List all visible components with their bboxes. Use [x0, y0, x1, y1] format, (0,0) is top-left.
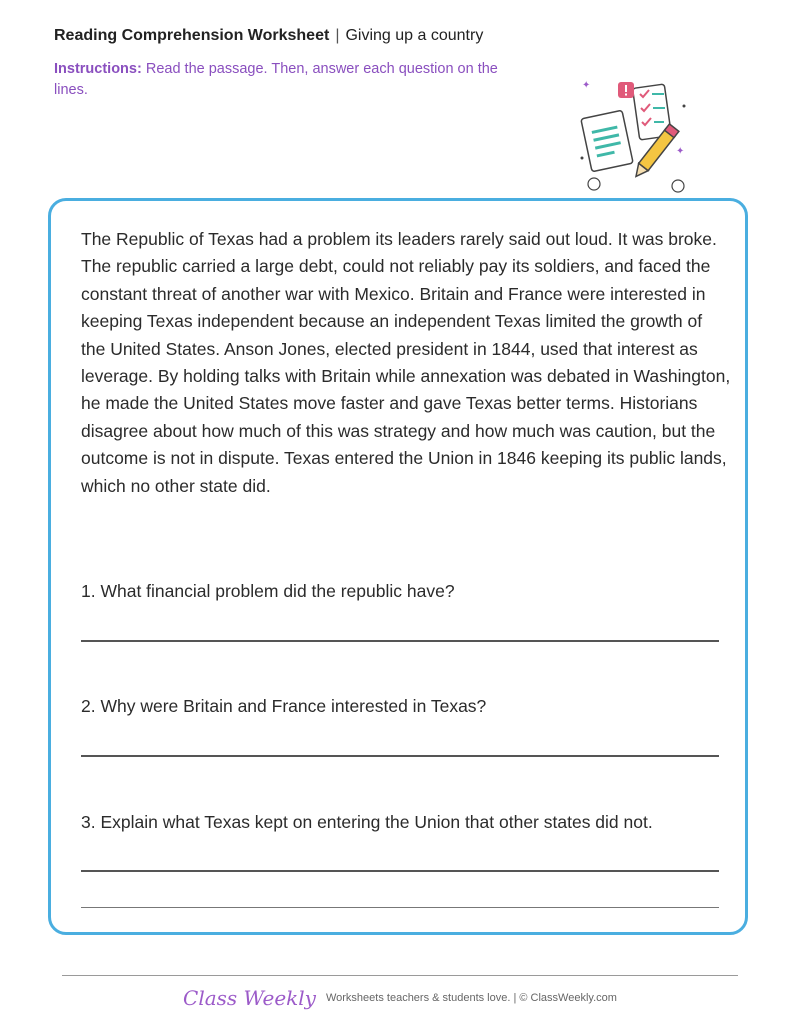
footer — [0, 986, 800, 1010]
answer-line-3b[interactable] — [81, 907, 719, 908]
answer-line-2[interactable] — [81, 755, 719, 757]
instructions-text: Read the passage. Then, answer each question on the lines. — [54, 61, 498, 98]
question-2: 2. Why were Britain and France interested in Texas? — [81, 696, 487, 716]
instructions — [54, 59, 514, 101]
question-3: 3. Explain what Texas kept on entering the Union that other states did not. — [81, 812, 653, 832]
footer-tagline: Worksheets teachers & students love. | © ClassWeekly.com — [325, 992, 617, 1004]
footer-divider — [62, 975, 738, 976]
answer-line-1[interactable] — [81, 640, 719, 642]
worksheet-title: Reading Comprehension Worksheet — [54, 27, 330, 44]
brand-logo: Class Weekly — [183, 986, 316, 1010]
svg-text:✦: ✦ — [676, 146, 685, 157]
worksheet-subtitle: Giving up a country — [345, 27, 484, 44]
header-separator: | — [335, 27, 340, 44]
answer-line-3a[interactable] — [81, 870, 719, 872]
worksheet-header — [54, 27, 483, 45]
reading-passage: The Republic of Texas had a problem its leaders rarely said out loud. It was broke. The republic carried a large debt, could not reliably pay its soldiers, and faced the constant threat of another war with Mexico. Britain and France were interested in keeping Texas independent because an independent Texas limited the growth of the United States. Anson Jones, elected president in 1844, used that interest as leverage. By holding talks with Britain while annexation was debated in Washington, he made the United States move faster and gave Texas better terms. Historians disagree about how much of this was strategy and how much was caution, but the outcome is not in dispute. Texas entered the Union in 1846 keeping its public lands, which no other state did. — [81, 229, 731, 496]
checklist-and-pencil-icon — [574, 76, 694, 196]
instructions-label: Instructions: — [54, 61, 142, 77]
question-1: 1. What financial problem did the republic have? — [81, 581, 455, 601]
svg-text:✦: ✦ — [582, 80, 591, 91]
